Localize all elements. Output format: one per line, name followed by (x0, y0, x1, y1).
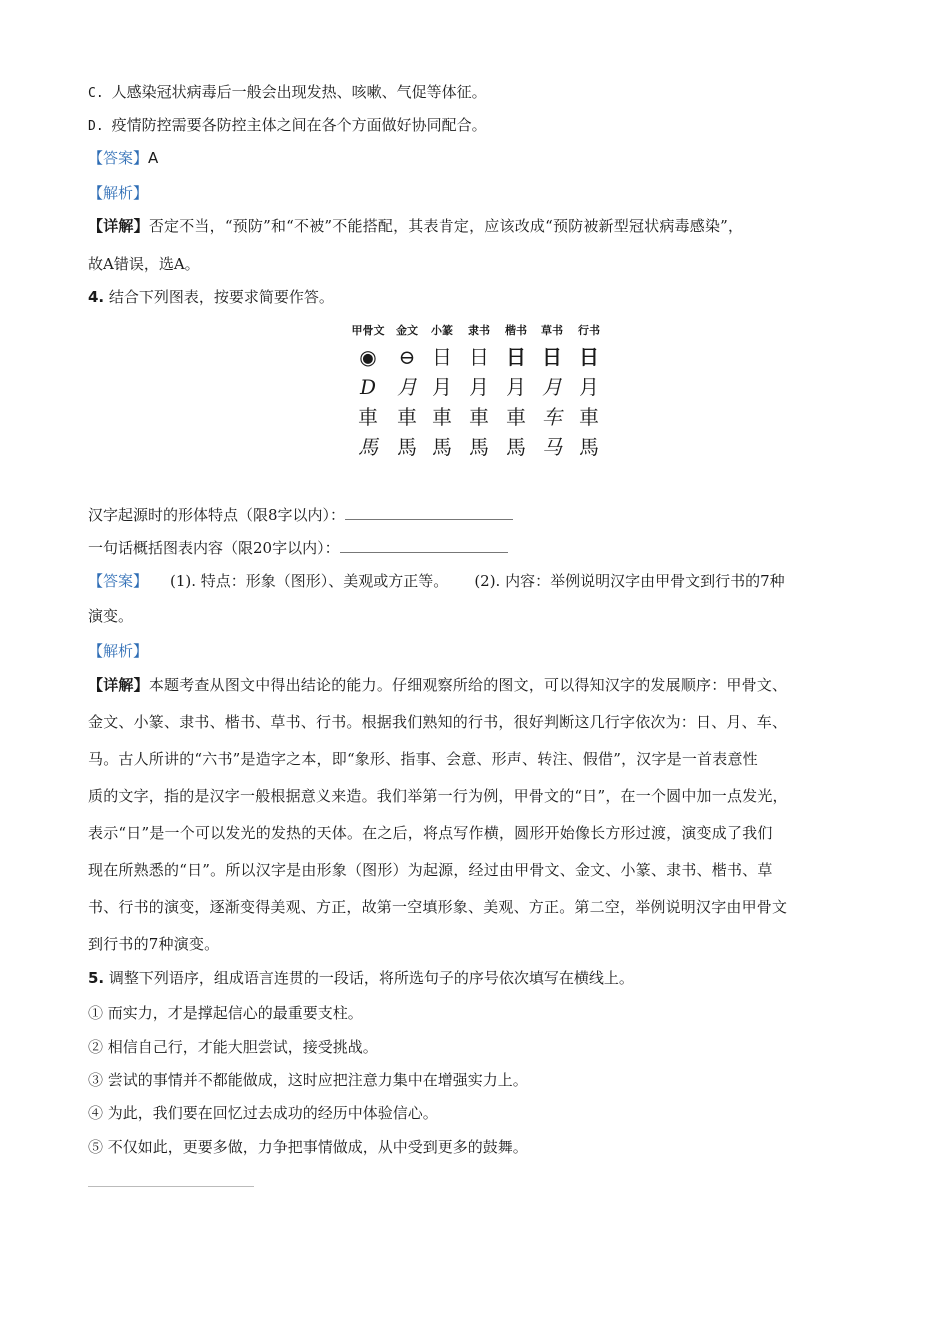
glyph-yue-kaishu: 月 (506, 375, 526, 399)
q5-prompt (88, 968, 634, 988)
option-c-text: 人感染冠状病毒后一般会出现发热、咳嗽、气促等体征。 (111, 83, 487, 101)
fig-header-jinwen: 金文 (396, 324, 418, 337)
glyph-che-xiaozhuan: 車 (432, 405, 452, 429)
q4-blank2 (88, 538, 508, 558)
q4-blank1 (88, 505, 513, 525)
q4-answer-part2: (2). 内容：举例说明汉字由甲骨文到行书的7种 (474, 572, 785, 590)
glyph-yue-lishu: 月 (469, 375, 489, 399)
glyph-che-kaishu: 車 (506, 405, 526, 429)
q5-number: 5. (88, 969, 105, 987)
q4-detail-line-1: 金文、小篆、隶书、楷书、草书、行书。根据我们熟知的行书，很好判断这几行字依次为：日、月、车、 (88, 713, 788, 731)
glyph-yue-xingshu: 月 (579, 375, 599, 399)
fig-header-jiaguwen: 甲骨文 (351, 324, 385, 337)
q3-answer (88, 148, 158, 168)
option-d-text: 疫情防控需要各防控主体之间在各个方面做好协同配合。 (111, 116, 487, 134)
glyph-yue-caoshu: 月 (542, 375, 562, 399)
script-evolution-figure (348, 322, 606, 468)
q4-blank1-label: 汉字起源时的形体特点（限8字以内）： (88, 506, 346, 524)
q4-answer-part1: (1). 特点：形象（图形）、美观或方正等。 (170, 572, 449, 590)
option-d-label: D. (88, 119, 104, 134)
glyph-yue-jinwen: 月 (397, 375, 417, 399)
glyph-ma-kaishu: 馬 (506, 435, 526, 459)
q4-detail-line-5: 现在所熟悉的“日”。所以汉字是由形象（图形）为起源，经过由甲骨文、金文、小篆、隶书、楷书、草 (88, 861, 773, 879)
footnote-divider (88, 1186, 254, 1187)
q4-detail-tag: 【详解】 (88, 676, 149, 694)
q4-detail-line-4: 表示“日”是一个可以发光的发热的天体。在之后，将点写作横，圆形开始像长方形过渡，演变成了我们 (88, 824, 773, 842)
fig-header-xingshu: 行书 (578, 324, 600, 337)
glyph-yue-jiaguwen: D (359, 375, 377, 399)
q3-answer-tag: 【答案】 (88, 149, 149, 167)
q4-answer (88, 571, 785, 591)
q3-detail-line2: 故A错误，选A。 (88, 255, 200, 273)
q4-analysis (88, 641, 148, 661)
fig-header-kaishu: 楷书 (505, 324, 527, 337)
q3-detail-line1 (88, 216, 743, 236)
q4-detail-line-3: 质的文字，指的是汉字一般根据意义来造。我们举第一行为例，甲骨文的“日”，在一个圆中加一点发光， (88, 787, 788, 805)
q4-blank2-label: 一句话概括图表内容（限20字以内）： (88, 539, 340, 557)
q3-analysis (88, 183, 148, 203)
glyph-ma-jiaguwen: 馬 (358, 435, 378, 459)
q5-prompt-text: 调整下列语序，组成语言连贯的一段话，将所选句子的序号依次填写在横线上。 (108, 969, 634, 987)
q3-answer-value: A (148, 149, 159, 167)
glyph-ri-jiaguwen: ◉ (359, 345, 377, 369)
q3-analysis-tag: 【解析】 (88, 184, 149, 202)
glyph-ma-caoshu: 马 (542, 435, 562, 459)
q4-detail-text-0: 本题考查从图文中得出结论的能力。仔细观察所给的图文，可以得知汉字的发展顺序：甲骨文、 (148, 676, 788, 694)
glyph-ri-jinwen: ⊖ (398, 345, 416, 369)
q4-detail-line-7: 到行书的7种演变。 (88, 935, 220, 953)
q5-item-4: ④ 为此，我们要在回忆过去成功的经历中体验信心。 (88, 1104, 438, 1122)
glyph-ma-xiaozhuan: 馬 (432, 435, 452, 459)
q5-item-3: ③ 尝试的事情并不都能做成，这时应把注意力集中在增强实力上。 (88, 1071, 528, 1089)
q3-detail-tag: 【详解】 (88, 217, 149, 235)
q4-detail-line-6: 书、行书的演变，逐渐变得美观、方正，故第一空填形象、美观、方正。第二空，举例说明汉字由甲骨文 (88, 898, 788, 916)
q4-prompt-text: 结合下列图表，按要求简要作答。 (108, 288, 334, 306)
fig-header-xiaozhuan: 小篆 (431, 324, 453, 337)
q4-prompt (88, 287, 334, 307)
glyph-ri-kaishu: 日 (506, 345, 526, 369)
glyph-che-jinwen: 車 (397, 405, 417, 429)
glyph-ma-lishu: 馬 (469, 435, 489, 459)
q4-number: 4. (88, 288, 105, 306)
q4-detail-line-2: 马。古人所讲的“六书”是造字之本，即“象形、指事、会意、形声、转注、假借”，汉字是一首表意性 (88, 750, 758, 768)
q5-item-1: ① 而实力，才是撑起信心的最重要支柱。 (88, 1004, 363, 1022)
q3-detail-text1: 否定不当，“预防”和“不被”不能搭配，其表肯定，应该改成“预防被新型冠状病毒感染”， (148, 217, 744, 235)
option-c (88, 82, 487, 104)
q5-item-2: ② 相信自己行，才能大胆尝试，接受挑战。 (88, 1038, 378, 1056)
glyph-che-xingshu: 車 (579, 405, 599, 429)
q4-blank1-line[interactable] (345, 506, 513, 520)
glyph-ri-caoshu: 日 (542, 345, 562, 369)
glyph-ri-lishu: 日 (469, 345, 489, 369)
glyph-ri-xingshu: 日 (579, 345, 599, 369)
q4-answer-cont: 演变。 (88, 607, 134, 625)
option-d (88, 115, 487, 137)
glyph-ma-xingshu: 馬 (579, 435, 599, 459)
option-c-label: C. (88, 86, 104, 101)
q4-blank2-line[interactable] (340, 539, 508, 553)
glyph-che-lishu: 車 (469, 405, 489, 429)
glyph-ma-jinwen: 馬 (397, 435, 417, 459)
q4-detail-line-0 (88, 675, 787, 695)
glyph-che-jiaguwen: 車 (358, 405, 378, 429)
q4-analysis-tag: 【解析】 (88, 642, 149, 660)
q4-answer-tag: 【答案】 (88, 572, 149, 590)
glyph-yue-xiaozhuan: 月 (432, 375, 452, 399)
glyph-che-caoshu: 车 (542, 405, 562, 429)
glyph-ri-xiaozhuan: 日 (432, 345, 452, 369)
fig-header-caoshu: 草书 (541, 324, 563, 337)
fig-header-lishu: 隶书 (468, 324, 490, 337)
q5-item-5: ⑤ 不仅如此，更要多做，力争把事情做成，从中受到更多的鼓舞。 (88, 1138, 528, 1156)
